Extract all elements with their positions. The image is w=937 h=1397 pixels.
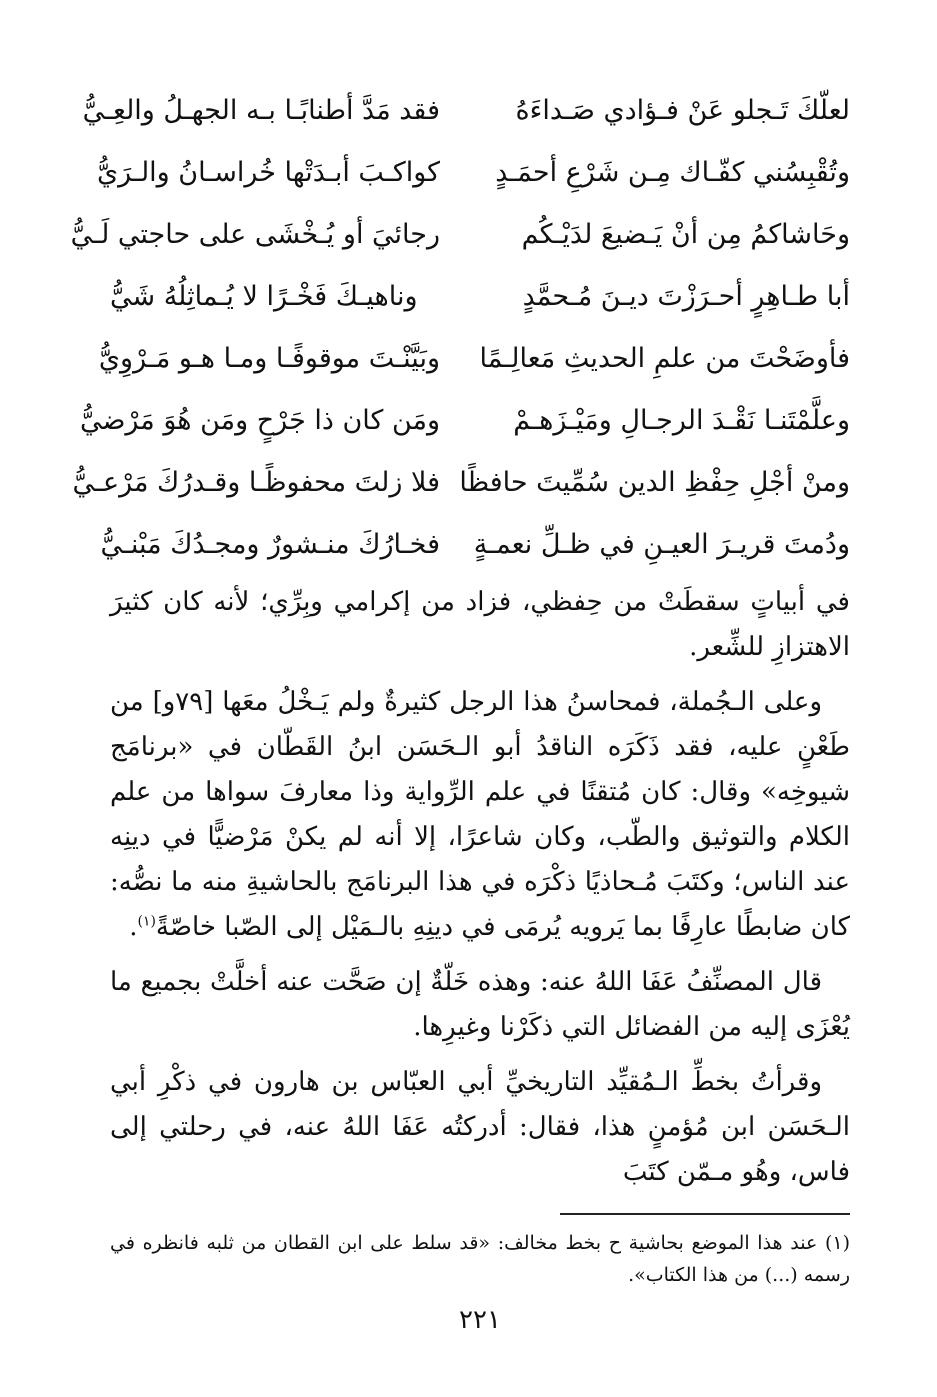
hemistich-second: فخـارُكَ منـشورٌ ومجـدُكَ مَبْنـيُّ xyxy=(100,529,440,560)
footnote-divider xyxy=(560,1213,850,1215)
hemistich-second: فلا زلتَ محفوظًـا وقـدرُكَ مَرْعـيُّ xyxy=(72,467,440,498)
poem-verse xyxy=(79,390,850,452)
paragraph: وقرأتُ بخطِّ الـمُقيِّد التاريخيِّ أبي العبّاس بن هارون في ذكْرِ أبي الـحَسَن ابن مُؤمنٍ هذا، فقال: أدركتُه عَفَا اللهُ عنه، في رحلتي إلى فاس، وهُو مـمّن كتَبَ xyxy=(110,1067,850,1187)
poem-verse xyxy=(82,80,850,142)
book-page xyxy=(70,80,850,1370)
body-text xyxy=(110,580,850,1195)
hemistich-second: وبَيَّنْـتَ موقوفًـا ومـا هـو مَـرْوِيُّ xyxy=(98,343,440,374)
poem-verse xyxy=(97,142,850,204)
hemistich-second: كواكـبَ أبـدَتْها خُراسـانُ والـرَيُّ xyxy=(97,157,440,188)
page-number: ٢٢١ xyxy=(459,1305,501,1335)
hemistich-second: فقد مَدَّ أطنابًـا بـه الجهـلُ والعِـيُّ xyxy=(82,95,440,126)
paragraph-end-punctuation: . xyxy=(129,912,138,942)
hemistich-first: وحَاشاكمُ مِن أنْ يَـضيعَ لدَيْـكُم xyxy=(521,219,850,250)
hemistich-first: وعلَّمْتَنـا نَقْـدَ الرجـالِ ومَيْـزَهـمْ xyxy=(513,405,850,436)
hemistich-second: ومَن كان ذا جَرْحٍ ومَن هُوَ مَرْضيُّ xyxy=(79,405,440,436)
hemistich-second: رجائيَ أو يُـخْشَى على حاجتي لَـيُّ xyxy=(70,219,440,250)
hemistich-first: ودُمتَ قريـرَ العيـنِ في ظـلِّ نعمـةٍ xyxy=(473,529,850,560)
hemistich-first: أبا طـاهِرٍ أحـرَزْتَ ديـنَ مُـحمَّدٍ xyxy=(522,281,850,312)
paragraph xyxy=(110,680,850,950)
poem-verse xyxy=(98,328,850,390)
poem-verse xyxy=(110,266,850,328)
hemistich-second: وناهيـكَ فَخْـرًا لا يُـماثِلُهُ شَيُّ xyxy=(110,281,418,312)
hemistich-first: لعلّكَ تَـجلو عَنْ فـؤادي صَـداءَهُ xyxy=(515,95,850,126)
hemistich-first: فأوضَحْتَ من علمِ الحديثِ مَعالِـمًا xyxy=(479,343,850,374)
hemistich-first: ومنْ أجْلِ حِفْظِ الدين سُمِّيتَ حافظًا xyxy=(459,467,850,498)
paragraph: في أبياتٍ سقطَتْ من حِفظي، فزاد من إكرامي وبِرِّي؛ لأنه كان كثيرَ الاهتزازِ للشِّعر. xyxy=(110,587,850,662)
footnote: (١) عند هذا الموضع بحاشية ح بخط مخالف: «قد سلط على ابن القطان من ثلبه فانظره في رسمه (...) من هذا الكتاب». xyxy=(110,1232,850,1286)
poem-verse xyxy=(70,204,850,266)
footnote-reference[interactable]: (١) xyxy=(137,913,156,930)
paragraph-text: وعلى الـجُملة، فمحاسنُ هذا الرجل كثيرةٌ ولم يَـخْلُ معَها [٧٩و] من طَعْنٍ عليه، فقد ذَكَرَه الناقدُ أبو الـحَسَن ابنُ القَطّان في «برنامَج شيوخِه» وقال: كان مُتقنًا في علم الرِّواية وذا معارفَ سواها من علم الكلام والتوثيق والطّب، وكان شاعرًا، إلا أنه لم يكنْ مَرْضيًّا في دينِه عند الناس؛ وكتَبَ مُـحاذيًا ذكْرَه في هذا البرنامَج بالحاشيةِ منه ما نصُّه: كان ضابطًا عارِفًا بما يَرويه يُرمَى في دينِهِ بالـمَيْل إلى الصّبا خاصّةً xyxy=(110,687,850,942)
hemistich-first: وتُقْبِسُني كفّـاك مِـن شَرْعِ أحمَـدٍ xyxy=(495,157,850,188)
paragraph: قال المصنِّفُ عَفَا اللهُ عنه: وهذه خَلّةٌ إن صَحَّت عنه أخلَّتْ بجميع ما يُعْزَى إليه من الفضائل التي ذكَرْنا وغيرِها. xyxy=(110,967,850,1042)
poem-verse xyxy=(72,452,850,514)
poem-verse xyxy=(100,514,850,576)
poem xyxy=(70,80,850,576)
